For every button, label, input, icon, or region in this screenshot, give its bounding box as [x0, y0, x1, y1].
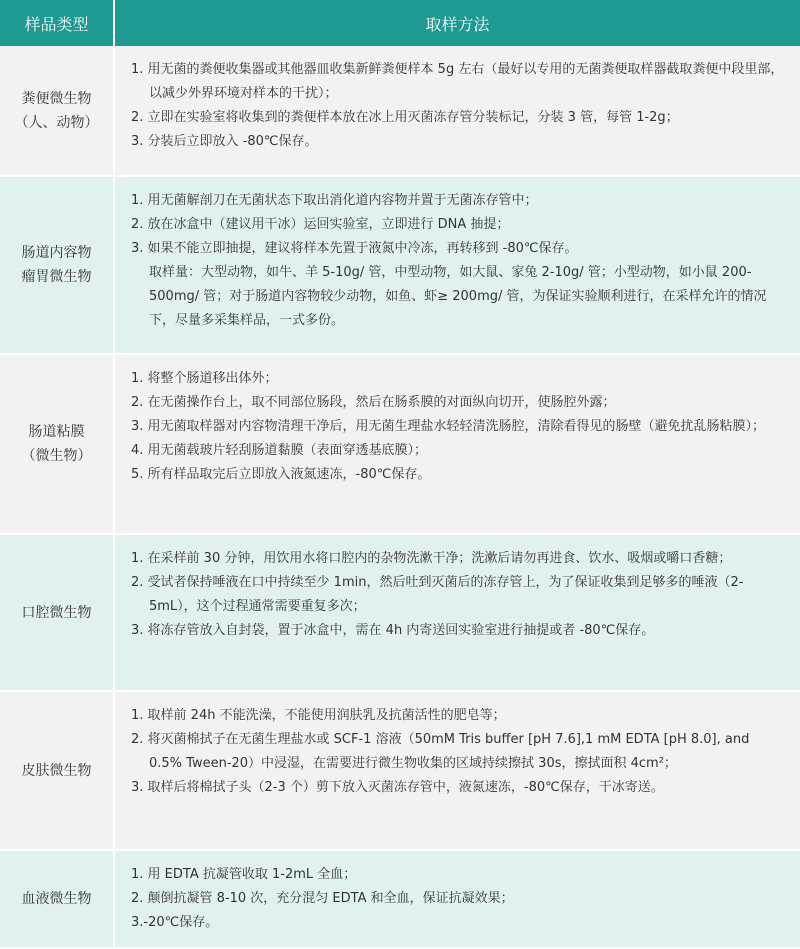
sample-type-cell: [0, 355, 115, 533]
method-step: 2. 放在冰盒中（建议用干冰）运回实验室，立即进行 DNA 抽提；: [131, 217, 510, 232]
method-cell: [115, 535, 800, 690]
method-cell: [115, 692, 800, 849]
sample-type-line: 肠道内容物: [21, 245, 92, 261]
method-step: 4. 用无菌载玻片轻刮肠道黏膜（表面穿透基底膜）；: [131, 443, 428, 458]
sample-type-line: 血液微生物: [21, 891, 92, 907]
method-step: 3. 将冻存管放入自封袋，置于冰盒中，需在 4h 内寄送回实验室进行抽提或者 -80℃保存。: [131, 623, 655, 638]
method-step: 3. 用无菌取样器对内容物清理干净后，用无菌生理盐水轻轻清洗肠腔，清除看得见的肠壁（避免扰乱肠粘膜）；: [131, 419, 766, 434]
method-step: 1. 用无菌的粪便收集器或其他器皿收集新鲜粪便样本 5g 左右（最好以专用的无菌粪便取样器截取粪便中段里部，以减少外界环境对样本的干扰）；: [131, 62, 784, 101]
method-step: 2. 立即在实验室将收集到的粪便样本放在冰上用灭菌冻存管分装标记，分装 3 管，每管 1-2g；: [131, 110, 679, 125]
table-row: [0, 692, 800, 851]
method-step: 3. 如果不能立即抽提，建议将样本先置于液氮中冷冻，再转移到 -80℃保存。: [131, 241, 578, 256]
table-row: [0, 355, 800, 535]
sample-type-cell: [0, 46, 115, 175]
sample-type-line: （人、动物）: [14, 114, 99, 131]
method-step: 3.-20℃保存。: [131, 915, 219, 930]
method-step: 2. 在无菌操作台上，取不同部位肠段，然后在肠系膜的对面纵向切开，使肠腔外露；: [131, 395, 616, 410]
method-step: 2. 颠倒抗凝管 8-10 次，充分混匀 EDTA 和全血，保证抗凝效果；: [131, 891, 514, 906]
method-cell: [115, 46, 800, 175]
method-step: 3. 取样后将棉拭子头（2-3 个）剪下放入灭菌冻存管中，液氮速冻，-80℃保存，干冰寄送。: [131, 780, 664, 795]
table-row: [0, 46, 800, 177]
method-cell: [115, 851, 800, 947]
method-step: 1. 将整个肠道移出体外；: [131, 371, 278, 386]
table-row: [0, 177, 800, 355]
method-step: 5. 所有样品取完后立即放入液氮速冻，-80℃保存。: [131, 467, 431, 482]
method-cell: [115, 177, 800, 353]
sample-type-line: 瘤胃微生物: [21, 269, 92, 285]
method-cell: [115, 355, 800, 533]
table-header: [0, 0, 800, 46]
method-step: 1. 在采样前 30 分钟，用饮用水将口腔内的杂物洗漱干净；洗漱后请勿再进食、饮水、吸烟或嚼口香糖；: [131, 551, 732, 566]
sample-amount-note: 取样量：大型动物，如牛、羊 5-10g/ 管，中型动物，如大鼠、家兔 2-10g/ 管；小型动物，如小鼠 200-500mg/ 管；对于肠道内容物较少动物，如鱼、虾≥ 200mg/ 管，为保证实验顺利进行，在采样允许的情况下，尽量多采集样品，一式多份。: [149, 265, 767, 328]
sample-type-line: 粪便微生物: [21, 90, 92, 107]
method-step: 2. 将灭菌棉拭子在无菌生理盐水或 SCF-1 溶液（50mM Tris buffer [pH 7.6],1 mM EDTA [pH 8.0], and 0.5% Tween-20）中浸湿，在需要进行微生物收集的区域持续擦拭 30s，擦拭面积 4cm²；: [131, 732, 750, 771]
method-step: 1. 取样前 24h 不能洗澡，不能使用润肤乳及抗菌活性的肥皂等；: [131, 708, 506, 723]
method-step: 1. 用 EDTA 抗凝管收取 1-2mL 全血；: [131, 867, 357, 882]
table-row: [0, 851, 800, 949]
sample-type-cell: [0, 535, 115, 690]
method-step: 1. 用无菌解剖刀在无菌状态下取出消化道内容物并置于无菌冻存管中；: [131, 193, 538, 208]
method-step: 2. 受试者保持唾液在口中持续至少 1min，然后吐到灭菌后的冻存管上，为了保证收集到足够多的唾液（2-5mL），这个过程通常需要重复多次；: [131, 575, 744, 614]
method-step: 3. 分装后立即放入 -80℃保存。: [131, 134, 318, 149]
header-sample-type: 样品类型: [0, 0, 115, 46]
sample-type-cell: [0, 851, 115, 947]
sample-type-cell: [0, 692, 115, 849]
sample-type-line: 口腔微生物: [21, 604, 92, 621]
sample-type-line: 皮肤微生物: [21, 762, 92, 779]
table-row: [0, 535, 800, 692]
sample-type-line: （微生物）: [21, 448, 92, 464]
sample-type-cell: [0, 177, 115, 353]
header-sampling-method: 取样方法: [425, 14, 490, 34]
sample-type-line: 肠道粘膜: [28, 424, 85, 440]
